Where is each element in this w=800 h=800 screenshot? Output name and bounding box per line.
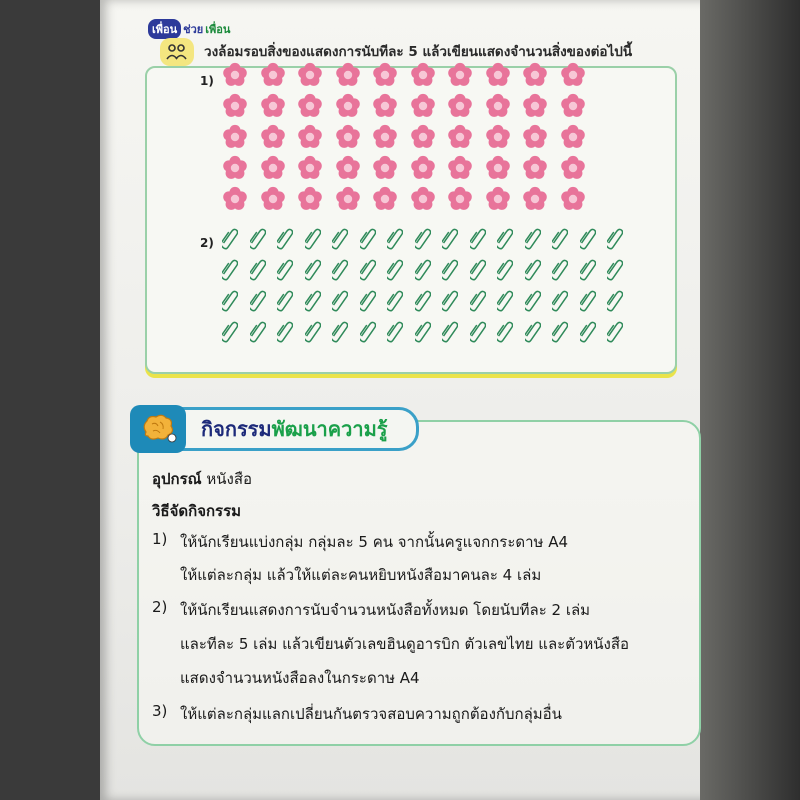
paperclip-icon [360,257,376,283]
flower-icon [260,186,286,212]
paperclip-icon [552,226,568,252]
flower-icon [372,155,398,181]
flower-icon [335,93,361,119]
paperclip-icon [580,257,596,283]
flower-icon [335,62,361,88]
paperclip-icon [607,226,623,252]
paperclip-icon [442,226,458,252]
procedure-label: วิธีจัดกิจกรรม [152,502,242,520]
flower-icon [522,124,548,150]
materials-value: หนังสือ [206,470,253,488]
materials-label: อุปกรณ์ [152,470,202,488]
flower-icon [522,62,548,88]
peer-badge-part1: เพื่อน [148,19,181,39]
flower-icon [260,93,286,119]
flower-icon [260,155,286,181]
paperclip-icon [497,319,513,345]
paperclip-icon [470,288,486,314]
paperclip-icon [360,288,376,314]
paperclip-icon [332,288,348,314]
flower-icon [522,93,548,119]
paperclip-icon [580,319,596,345]
flower-icon [372,93,398,119]
flower-icon [447,155,473,181]
flower-icon [485,62,511,88]
step-2-line-2: และทีละ 5 เล่ม แล้วเขียนตัวเลขฮินดูอารบิก ตัวเลขไทย และตัวหนังสือ [180,635,629,653]
paperclip-icon [470,226,486,252]
step-2-line-3: แสดงจำนวนหนังสือลงในกระดาษ A4 [180,669,420,687]
paperclip-icon [332,257,348,283]
paperclip-icon [580,288,596,314]
paperclip-icon [442,257,458,283]
paperclip-icon [525,319,541,345]
paperclip-icon [277,226,293,252]
paperclip-icon [332,319,348,345]
flower-icon [297,93,323,119]
paperclip-icon [222,288,238,314]
flower-icon [222,62,248,88]
flower-icon [222,155,248,181]
paperclip-icon [415,319,431,345]
paperclip-icon [470,319,486,345]
step-3-line-1: ให้แต่ละกลุ่มแลกเปลี่ยนกันตรวจสอบความถูกต้องกับกลุ่มอื่น [180,705,562,723]
step-1-line-1: ให้นักเรียนแบ่งกลุ่ม กลุ่มละ 5 คน จากนั้นครูแจกกระดาษ A4 [180,533,569,551]
paperclip-icon [525,288,541,314]
flower-icon [522,186,548,212]
flower-icon [522,155,548,181]
people-icon [160,38,194,66]
paperclip-icon [552,257,568,283]
exercise-1-label: 1) [200,74,214,88]
flower-grid [222,62,622,222]
paperclip-icon [415,226,431,252]
flower-icon [447,93,473,119]
peer-badge-part3: เพื่อน [205,23,231,36]
flower-icon [222,124,248,150]
flower-icon [410,124,436,150]
paperclip-icon [222,257,238,283]
flower-icon [260,62,286,88]
flower-icon [560,186,586,212]
activity-title-part1: กิจกรรม [201,417,272,441]
flower-icon [372,62,398,88]
paperclip-icon [470,257,486,283]
paperclip-icon [360,226,376,252]
flower-icon [560,93,586,119]
paperclip-icon [277,288,293,314]
activity-header [130,404,419,454]
flower-icon [410,62,436,88]
paperclip-icon [387,288,403,314]
brain-icon [130,405,186,453]
paperclip-icon [525,257,541,283]
paperclip-icon [607,288,623,314]
flower-icon [335,186,361,212]
flower-icon [485,155,511,181]
flower-icon [222,93,248,119]
flower-icon [560,62,586,88]
paperclip-icon [497,257,513,283]
flower-icon [372,124,398,150]
paperclip-icon [387,257,403,283]
paperclip-icon [250,319,266,345]
paperclip-icon [250,257,266,283]
paperclip-icon [250,226,266,252]
flower-icon [447,124,473,150]
paperclip-icon [552,288,568,314]
step-2-line-1: ให้นักเรียนแสดงการนับจำนวนหนังสือทั้งหมด โดยนับทีละ 2 เล่ม [180,601,591,619]
paperclip-icon [305,226,321,252]
flower-icon [410,186,436,212]
paperclip-icon [222,319,238,345]
flower-icon [485,93,511,119]
paperclip-icon [305,257,321,283]
flower-icon [297,62,323,88]
flower-icon [335,124,361,150]
page-shadow [700,0,800,800]
step-2-number: 2) [152,598,168,616]
brain-icon-svg [138,412,178,446]
paperclip-icon [250,288,266,314]
flower-icon [372,186,398,212]
paperclip-icon [387,226,403,252]
paperclip-icon [525,226,541,252]
activity-title-part2: พัฒนาความรู้ [271,417,388,441]
paperclip-icon [497,226,513,252]
flower-icon [485,186,511,212]
paperclip-icon [580,226,596,252]
flower-icon [410,93,436,119]
paperclip-grid [222,226,652,352]
paperclip-icon [305,288,321,314]
paperclip-icon [387,319,403,345]
paperclip-icon [552,319,568,345]
paperclip-icon [497,288,513,314]
flower-icon [297,155,323,181]
flower-icon [297,124,323,150]
flower-icon [447,62,473,88]
people-icon-svg [165,43,189,61]
materials-line [152,467,252,491]
paperclip-icon [360,319,376,345]
paperclip-icon [305,319,321,345]
paperclip-icon [332,226,348,252]
paperclip-icon [415,288,431,314]
peer-instruction: วงล้อมรอบสิ่งของแสดงการนับทีละ 5 แล้วเขียนแสดงจำนวนสิ่งของต่อไปนี้ [204,44,633,60]
exercise-2-label: 2) [200,236,214,250]
peer-badge-part2: ช่วย [183,23,204,36]
step-1-line-2: ให้แต่ละกลุ่ม แล้วให้แต่ละคนหยิบหนังสือมาคนละ 4 เล่ม [180,566,542,584]
flower-icon [560,155,586,181]
paperclip-icon [607,319,623,345]
peer-help-badge [148,20,230,38]
paperclip-icon [607,257,623,283]
paperclip-icon [277,257,293,283]
paperclip-icon [442,319,458,345]
paperclip-icon [222,226,238,252]
step-3-number: 3) [152,702,168,720]
flower-icon [410,155,436,181]
flower-icon [222,186,248,212]
flower-icon [335,155,361,181]
paperclip-icon [442,288,458,314]
activity-title [178,407,419,451]
flower-icon [485,124,511,150]
flower-icon [447,186,473,212]
flower-icon [260,124,286,150]
paperclip-icon [277,319,293,345]
step-1-number: 1) [152,530,168,548]
flower-icon [560,124,586,150]
flower-icon [297,186,323,212]
paperclip-icon [415,257,431,283]
